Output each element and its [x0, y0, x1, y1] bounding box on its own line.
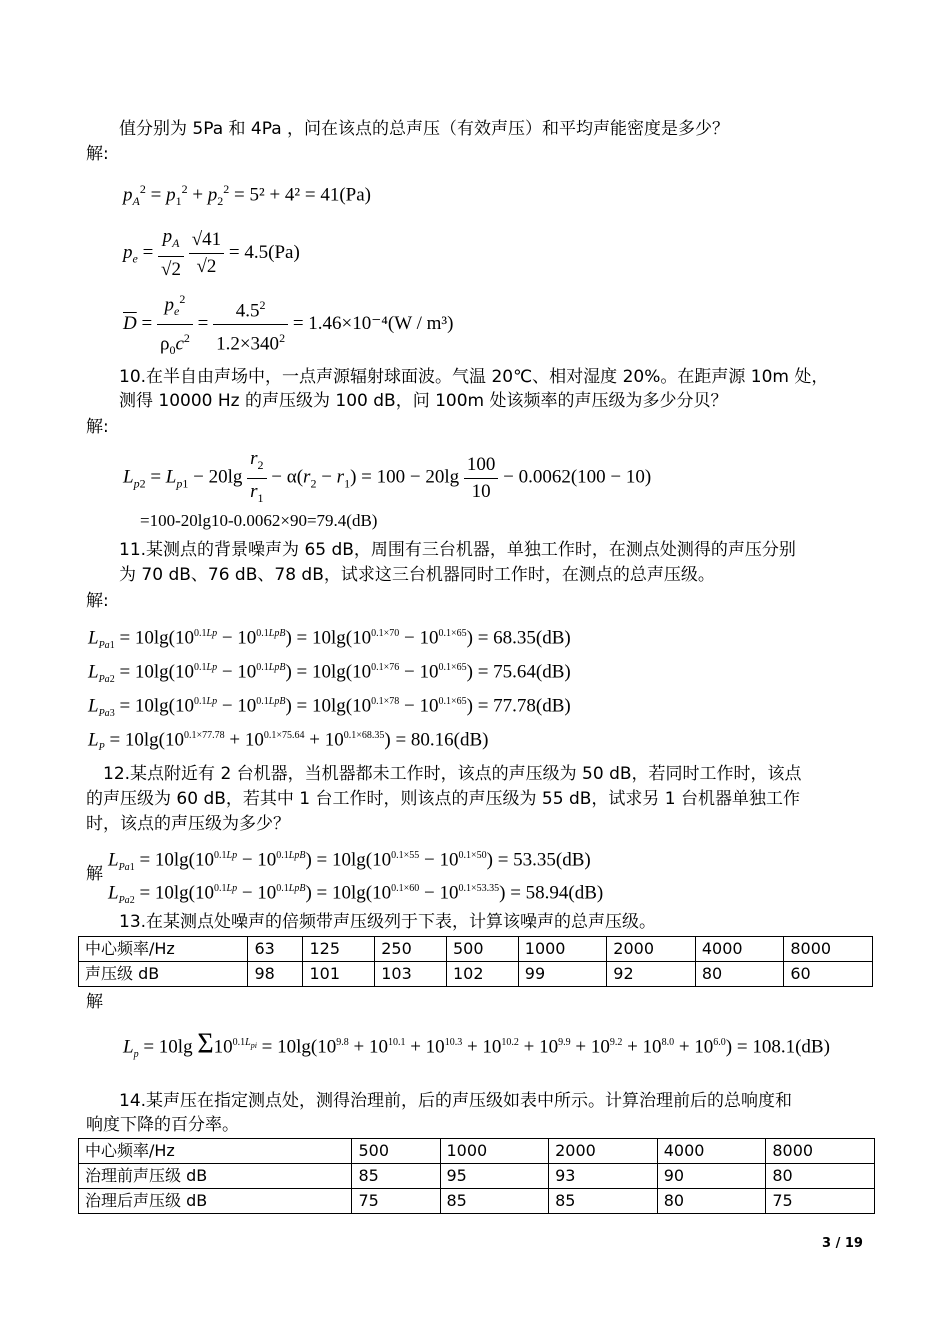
table-cell: 101	[303, 962, 375, 987]
problem-10-line2: 测得 10000 Hz 的声压级为 100 dB，问 100m 处该频率的声压级为多少分贝？	[119, 391, 728, 411]
table-cell: 80	[657, 1189, 766, 1214]
table-cell: 85	[549, 1189, 658, 1214]
page-number: 3 / 19	[822, 1236, 863, 1251]
problem-14-line2: 响度下降的百分率。	[86, 1115, 239, 1135]
equation-pa-squared: $p_A^2 = p_1^2 + p_2^2 = 5^2 + 4^2 = 41(Pa)$	[123, 182, 371, 209]
problem-11-line1: 11.某测点的背景噪声为 65 dB，周围有三台机器，单独工作时，在测点处测得的声压分别	[119, 540, 796, 560]
solution-label: 解	[86, 992, 103, 1012]
table-cell: 60	[784, 962, 873, 987]
problem-11-line2: 为 70 dB、76 dB、78 dB，试求这三台机器同时工作时，在测点的总声压级。	[119, 565, 715, 585]
table-cell: 80	[695, 962, 784, 987]
equation-12-lpa1: $L_{Pa1} = 10\lg(10^{0.1Lp} - 10^{0.1LpB}) = 10\lg(10^{0.1\times 55} - 10^{0.1\times 50}) = 53.35(dB)$	[108, 849, 591, 874]
table-row	[79, 1139, 875, 1164]
equation-lp2: $L_{p2} = L_{p1} - 20\lg$ $\frac{r_2}{r_1}$ − $\alpha(r_2 - r_1) = 100 - 20\lg$ $\frac{100}{10}$ − 0.0062(100 − 10)	[123, 448, 652, 505]
table-cell: 80	[766, 1164, 875, 1189]
table-cell: 250	[375, 937, 447, 962]
problem-9-text: 值分别为 5Pa 和 4Pa ，问在该点的总声压（有效声压）和平均声能密度是多少？	[119, 119, 730, 139]
table-cell: 中心频率/Hz	[79, 1139, 352, 1164]
table-cell: 1000	[518, 937, 607, 962]
problem-10-line1: 10.在半自由声场中，一点声源辐射球面波。气温 20℃、相对湿度 20%。在距声源 10m 处，	[119, 367, 829, 387]
equation-13-total: $L_p = 10\lg$ $\Sigma 10^{0.1L_{pi}} = 10\lg(10^{9.8} + 10^{10.1} + 10^{10.3} + 10^{10.2} + 10^{9.9} + 10^{9.2} + 10^{8.0} + 10^{6.0}) = 108.1(dB)$	[123, 1028, 830, 1061]
problem-12-line1: 12.某点附近有 2 台机器，当机器都未工作时，该点的声压级为 50 dB，若同时工作时，该点	[103, 764, 802, 784]
table-cell: 4000	[695, 937, 784, 962]
equation-energy-density: $\overline{D}$ = $\frac{p_e^2}{\rho_0c^2}$ = $\frac{4.5^2}{1.2\times 340^2}$ = 1.46×10⁻⁴(W / m³)	[123, 286, 453, 363]
solution-label: 解:	[86, 417, 109, 437]
table-cell: 2000	[607, 937, 696, 962]
table-cell: 63	[248, 937, 303, 962]
table-cell: 8000	[784, 937, 873, 962]
table-cell: 75	[352, 1189, 440, 1214]
table-cell: 98	[248, 962, 303, 987]
equation-pe: $p_e$ = $\frac{p_A}{√2}$ $\frac{√41}{√2}$ = 4.5(Pa)	[123, 226, 300, 280]
table-cell: 治理后声压级 dB	[79, 1189, 352, 1214]
table-cell: 99	[518, 962, 607, 987]
table-cell: 8000	[766, 1139, 875, 1164]
solution-label: 解:	[86, 144, 109, 164]
table-cell: 治理前声压级 dB	[79, 1164, 352, 1189]
table-cell: 4000	[657, 1139, 766, 1164]
table-cell: 103	[375, 962, 447, 987]
problem-12-line3: 时，该点的声压级为多少？	[86, 814, 290, 834]
table-cell: 声压级 dB	[79, 962, 248, 987]
table-cell: 92	[607, 962, 696, 987]
table-cell: 102	[447, 962, 519, 987]
table-cell: 85	[352, 1164, 440, 1189]
table-cell: 125	[303, 937, 375, 962]
octave-band-table	[78, 936, 873, 987]
equation-lp-total: $L_P = 10\lg(10^{0.1\times 77.78} + 10^{0.1\times 75.64} + 10^{0.1\times 68.35}) = 80.16(dB)$	[88, 729, 489, 754]
table-row	[79, 962, 873, 987]
equation-lpa1: $L_{Pa1} = 10\lg(10^{0.1Lp} - 10^{0.1LpB}) = 10\lg(10^{0.1\times 70} - 10^{0.1\times 65}) = 68.35(dB)$	[88, 627, 571, 652]
table-cell: 中心频率/Hz	[79, 937, 248, 962]
solution-label: 解	[86, 864, 103, 884]
problem-14-line1: 14.某声压在指定测点处，测得治理前，后的声压级如表中所示。计算治理前后的总响度和	[119, 1091, 793, 1111]
table-cell: 2000	[549, 1139, 658, 1164]
table-cell: 93	[549, 1164, 658, 1189]
table-cell: 85	[440, 1189, 549, 1214]
equation-lpa2: $L_{Pa2} = 10\lg(10^{0.1Lp} - 10^{0.1LpB}) = 10\lg(10^{0.1\times 76} - 10^{0.1\times 65}) = 75.64(dB)$	[88, 661, 571, 686]
table-row	[79, 937, 873, 962]
solution-label: 解:	[86, 591, 109, 611]
problem-13-text: 13.在某测点处噪声的倍频带声压级列于下表，计算该噪声的总声压级。	[119, 912, 657, 932]
noise-treatment-table	[78, 1138, 875, 1214]
table-cell: 95	[440, 1164, 549, 1189]
table-cell: 90	[657, 1164, 766, 1189]
table-row	[79, 1189, 875, 1214]
table-cell: 75	[766, 1189, 875, 1214]
table-cell: 500	[352, 1139, 440, 1164]
equation-lp2-result: =100-20lg10-0.0062×90=79.4(dB)	[140, 511, 378, 530]
table-cell: 500	[447, 937, 519, 962]
equation-12-lpa2: $L_{Pa2} = 10\lg(10^{0.1Lp} - 10^{0.1LpB}) = 10\lg(10^{0.1\times 60} - 10^{0.1\times 53.35}) = 58.94(dB)$	[108, 882, 604, 907]
table-cell: 1000	[440, 1139, 549, 1164]
table-row	[79, 1164, 875, 1189]
equation-lpa3: $L_{Pa3} = 10\lg(10^{0.1Lp} - 10^{0.1LpB}) = 10\lg(10^{0.1\times 78} - 10^{0.1\times 65}) = 77.78(dB)$	[88, 695, 571, 720]
problem-12-line2: 的声压级为 60 dB，若其中 1 台工作时，则该点的声压级为 55 dB，试求另 1 台机器单独工作	[86, 789, 801, 809]
